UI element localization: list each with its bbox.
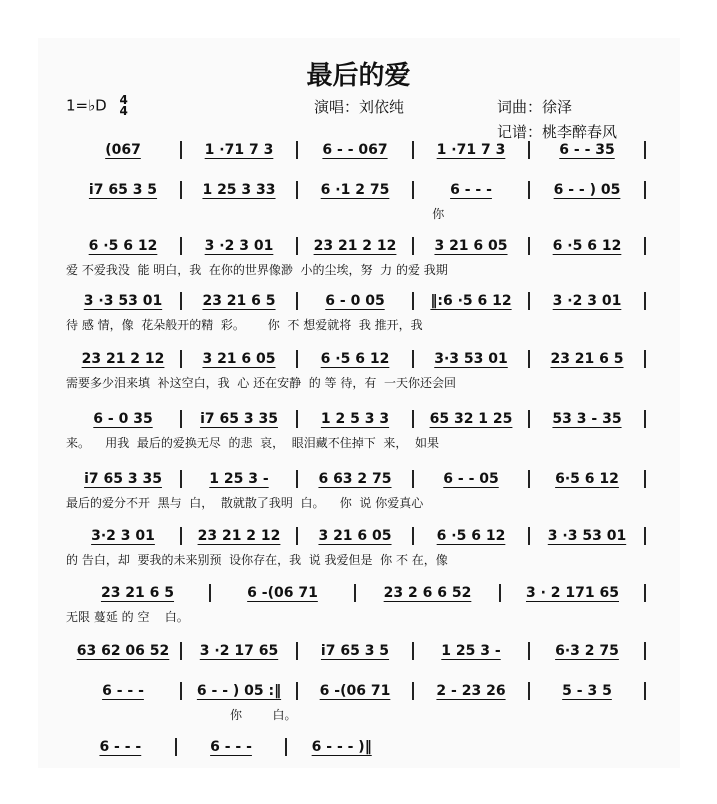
measure: i7 65 3 5	[320, 643, 390, 659]
lyrics-line: 的 告白，却 要我的未来别预 设你存在，我 说 我爱但是 你 不 在，像	[66, 553, 448, 567]
measure: (067	[105, 142, 141, 158]
measure: 23 21 2 12	[197, 528, 281, 544]
measure: 23 21 6 5	[100, 585, 175, 601]
measure: 63 62 06 52	[76, 643, 170, 659]
measure: 23 21 6 5	[202, 293, 276, 309]
lyrics-line: 最后的爱分不开 黑与 白， 散就散了我明 白。 你 说 你爱真心	[66, 496, 424, 510]
lyrics-line: 爱 不爱我没 能 明白，我 在你的世界像渺 小的尘埃，努 力 的爱 我期	[66, 263, 448, 277]
bar-line	[644, 682, 646, 700]
song-title: 最后的爱	[306, 61, 411, 91]
measure: 2 - 23 26	[436, 683, 506, 699]
measure: 6 63 2 75	[318, 471, 392, 487]
key-signature	[66, 95, 128, 117]
bar-line	[644, 410, 646, 428]
bar-line	[644, 584, 646, 602]
measure: 3 ·3 53 01	[547, 528, 627, 544]
notation-line	[66, 527, 646, 545]
measure: 1 ·71 7 3	[436, 142, 506, 158]
bar-line	[644, 642, 646, 660]
key-label: 1=♭D	[66, 96, 107, 115]
measure: 3 21 6 05	[434, 238, 508, 254]
measure: 23 21 2 12	[81, 351, 165, 367]
measure: 6 - - -	[99, 739, 142, 755]
notation-line	[66, 350, 646, 368]
measure: 6 - - 35	[559, 142, 615, 158]
measure: 3·2 3 01	[91, 528, 155, 544]
bar-line	[644, 237, 646, 255]
notation-line	[66, 181, 646, 199]
measure: 6 - - - )‖	[311, 739, 372, 755]
notation-line	[66, 738, 396, 756]
bar-line	[644, 292, 646, 310]
notation-line	[66, 584, 646, 602]
measure: 3 ·2 3 01	[204, 238, 274, 254]
measure: 6 - - -	[210, 739, 252, 755]
measure: 3·3 53 01	[434, 351, 508, 367]
notation-line	[66, 410, 646, 428]
measure: 23 2 6 6 52	[383, 585, 472, 601]
measure: i7 65 3 5	[88, 182, 158, 198]
measure: i7 65 3 35	[200, 411, 278, 427]
notation-line	[66, 141, 646, 159]
measure: 6·5 6 12	[555, 471, 619, 487]
lyrics-line: 你 白。	[66, 708, 297, 722]
singer-credit: 演唱：刘依纯	[314, 98, 405, 116]
measure: 6 ·1 2 75	[320, 182, 390, 198]
bar-line	[644, 350, 646, 368]
bar-line	[644, 527, 646, 545]
measure: 6 - - ) 05 :‖	[196, 683, 282, 699]
time-signature	[120, 95, 128, 117]
measure: 1 25 3 -	[441, 643, 501, 659]
measure: 3 ·2 3 01	[552, 293, 622, 309]
transcriber-credit: 记谱：桃李醉春风	[497, 123, 618, 141]
measure: 6 ·5 6 12	[320, 351, 390, 367]
notation-line	[66, 237, 646, 255]
measure: 1 2 5 3 3	[320, 411, 390, 427]
measure: 6 ·5 6 12	[552, 238, 622, 254]
measure: 6 ·5 6 12	[88, 238, 158, 254]
measure: 6·3 2 75	[555, 643, 619, 659]
measure: 6 - - 067	[322, 142, 388, 158]
lyrics-line: 需要多少泪来填 补这空白，我 心 还在安静 的 等 待，有 一天你还会回	[66, 376, 456, 390]
time-top: 4	[119, 93, 128, 107]
composer-credit: 词曲：徐泽	[497, 98, 573, 116]
lyrics-line: 来。 用我 最后的爱换无尽 的悲 哀， 眼泪藏不住掉下 来， 如果	[66, 436, 440, 450]
lyrics-line: 你	[66, 207, 445, 221]
measure: 6 - - -	[450, 182, 492, 198]
lyrics-line: 待 感 情，像 花朵般开的精 彩。 你 不 想爱就将 我 推开，我	[66, 318, 423, 332]
measure: 6 - 0 05	[325, 293, 385, 309]
measure: 6 - 0 35	[93, 411, 153, 427]
lyrics-line: 无限 蔓延 的 空 白。	[66, 610, 189, 624]
measure: 53 3 - 35	[552, 411, 622, 427]
measure: 6 - - 05	[443, 471, 499, 487]
bar-line	[644, 141, 646, 159]
time-bottom: 4	[119, 104, 128, 118]
measure: 3 21 6 05	[202, 351, 276, 367]
measure: 1 ·71 7 3	[204, 142, 274, 158]
measure: 6 - - -	[102, 683, 144, 699]
measure: 6 ·5 6 12	[436, 528, 506, 544]
measure: 6 -(06 71	[319, 683, 391, 699]
measure: 1 25 3 -	[209, 471, 269, 487]
measure: 3 21 6 05	[318, 528, 392, 544]
measure: 3 · 2 171 65	[525, 585, 619, 601]
notation-line	[66, 470, 646, 488]
measure: 6 -(06 71	[247, 585, 318, 601]
notation-line	[66, 642, 646, 660]
measure: 6 - - ) 05	[553, 182, 621, 198]
measure: 1 25 3 33	[202, 182, 276, 198]
measure: 3 ·2 17 65	[199, 643, 279, 659]
measure: 23 21 6 5	[550, 351, 624, 367]
bar-line	[644, 181, 646, 199]
notation-line	[66, 292, 646, 310]
measure: 65 32 1 25	[429, 411, 513, 427]
notation-line	[66, 682, 646, 700]
measure: 3 ·3 53 01	[83, 293, 163, 309]
measure: ‖:6 ·5 6 12	[430, 293, 512, 309]
measure: i7 65 3 35	[84, 471, 162, 487]
bar-line	[644, 470, 646, 488]
measure: 5 - 3 5	[562, 683, 612, 699]
measure: 23 21 2 12	[313, 238, 397, 254]
